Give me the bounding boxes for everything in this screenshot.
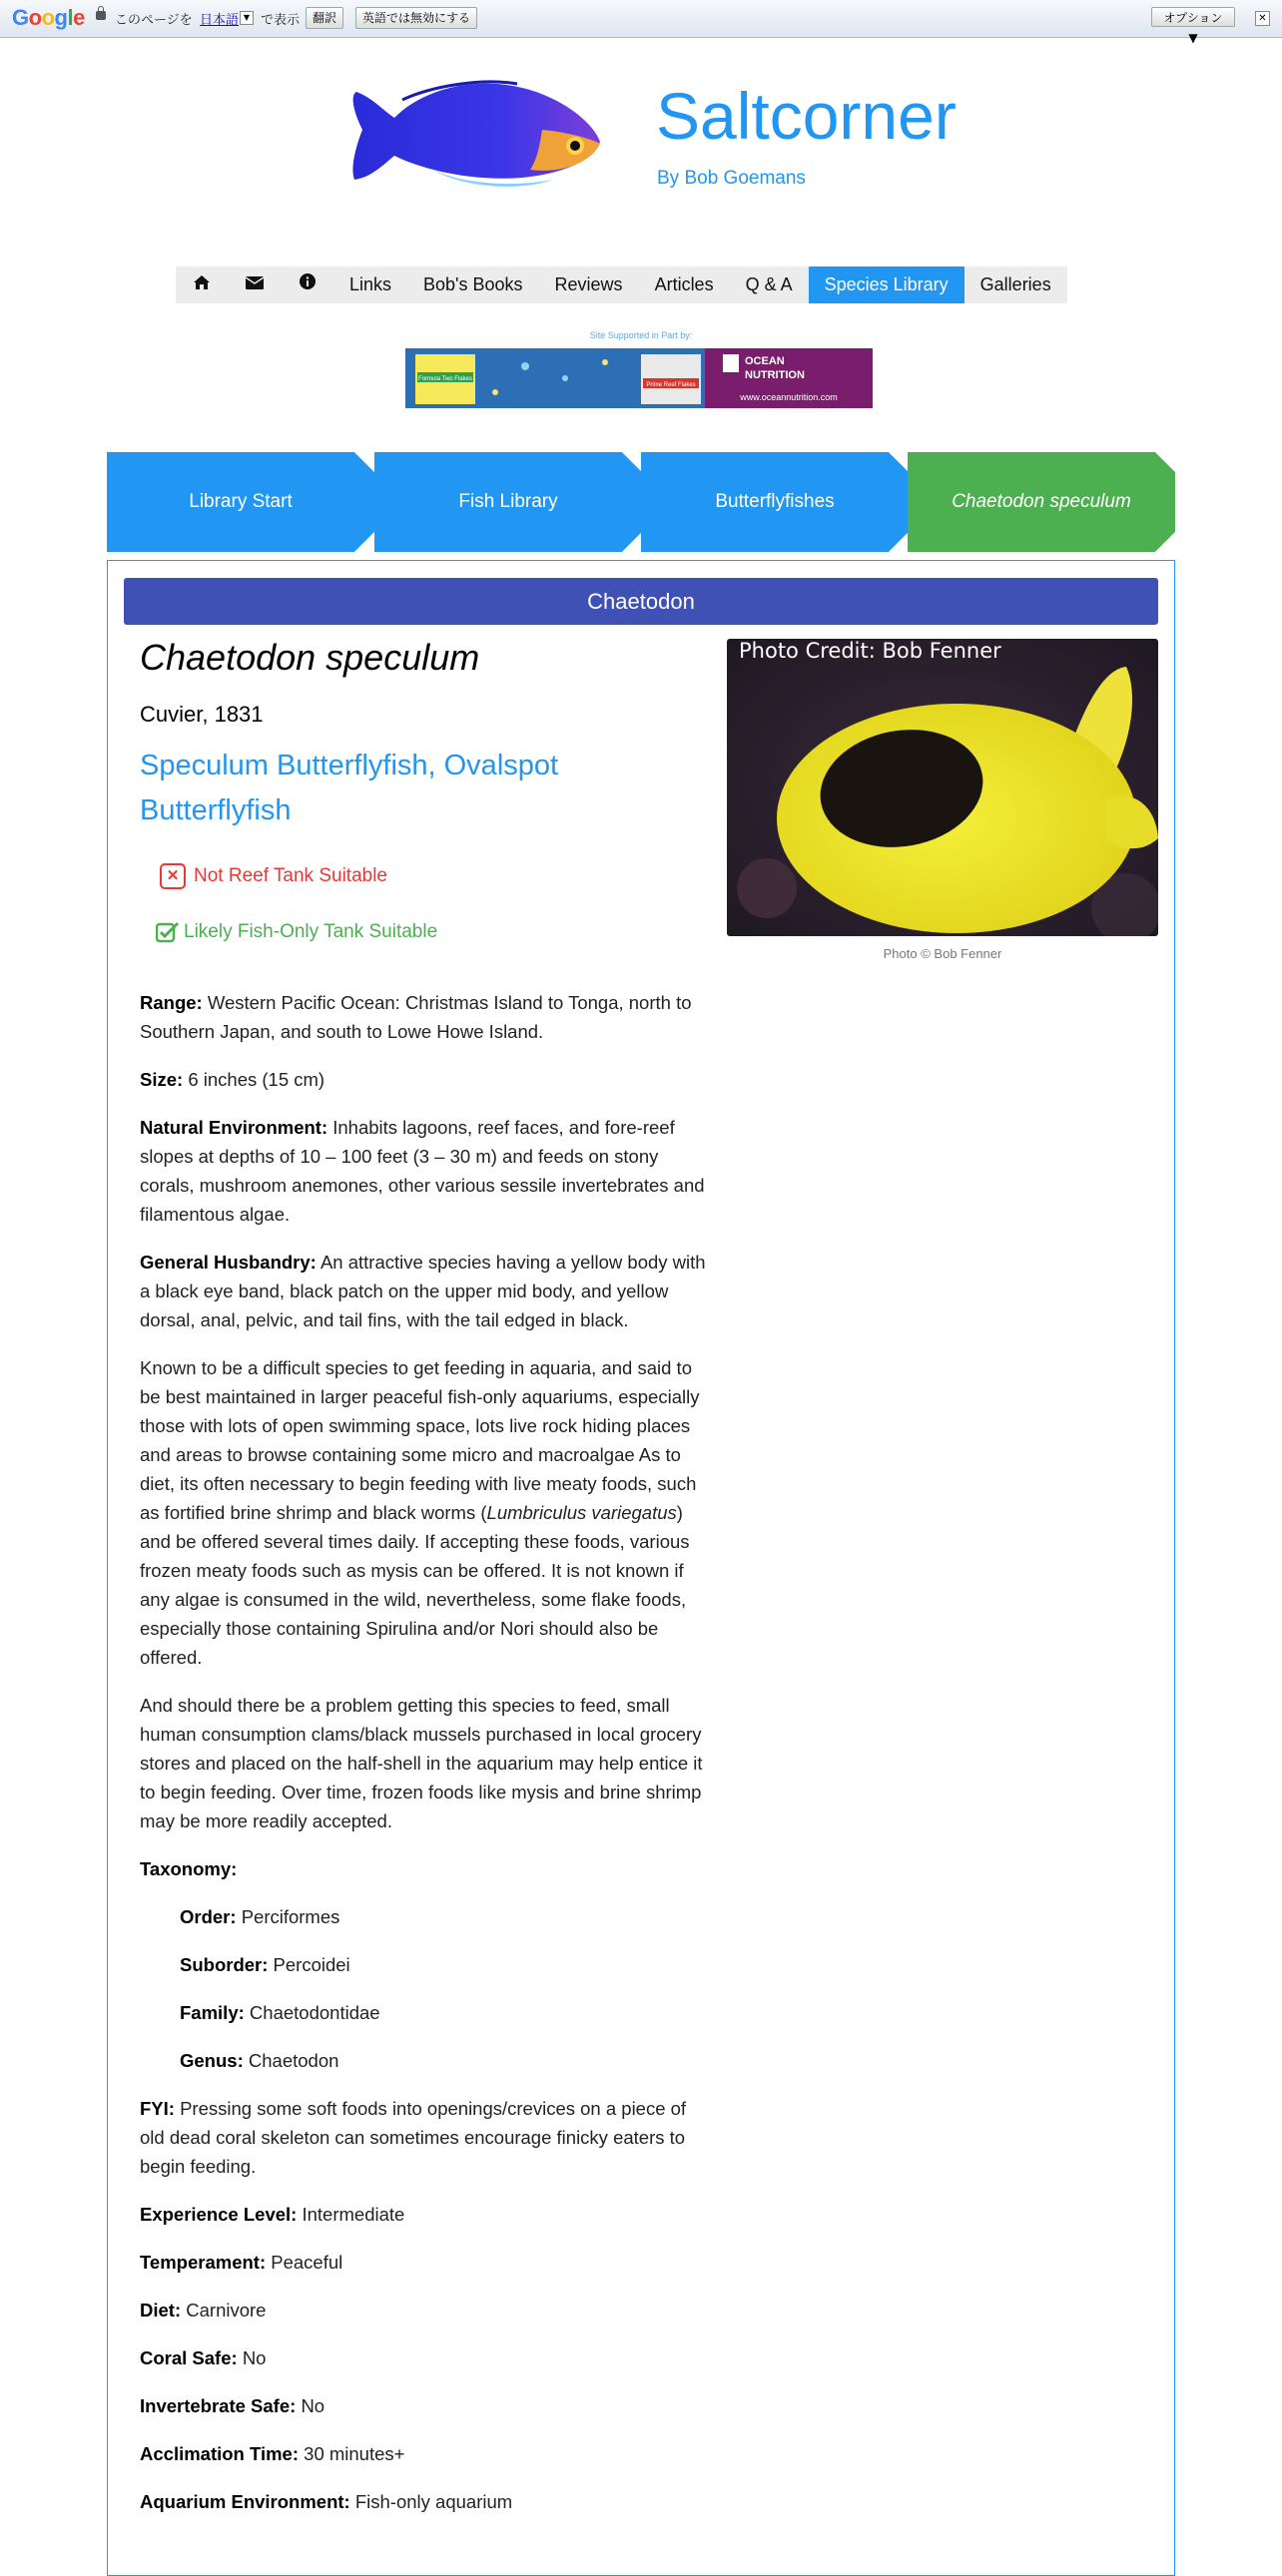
order-value: Perciformes <box>241 1906 340 1927</box>
family-value: Chaetodontidae <box>249 2002 380 2023</box>
coral-safe-row <box>140 2343 714 2372</box>
nav-links[interactable]: Links <box>349 274 392 294</box>
genus-label: Genus: <box>180 2050 244 2071</box>
google-logo: Google <box>12 5 85 30</box>
range-value: Western Pacific Ocean: Christmas Island to Tonga, north to Southern Japan, and south to Lowe Howe Island. <box>140 992 692 1042</box>
size-label: Size: <box>140 1069 184 1090</box>
site-title[interactable]: Saltcorner <box>656 79 957 153</box>
translate-button[interactable]: 翻訳 <box>306 7 343 29</box>
genus-row <box>180 2046 714 2075</box>
environment-value: Inhabits lagoons, reef faces, and fore-reef slopes at depths of 10 – 100 feet (3 – 30 m) and feeds on stony corals, mushroom anemones, other various sessile invertebrates and filamentous algae. <box>140 1117 705 1225</box>
breadcrumb-current-species[interactable] <box>908 452 1175 552</box>
genus-value: Chaetodon <box>248 2050 339 2071</box>
breadcrumb-label: Chaetodon speculum <box>952 491 1131 512</box>
never-translate-button[interactable]: 英語では無効にする <box>355 7 477 29</box>
close-icon[interactable]: ✕ <box>1255 11 1270 26</box>
nav-articles[interactable]: Articles <box>654 274 714 294</box>
svg-text:www.oceannutrition.com: www.oceannutrition.com <box>740 392 838 402</box>
svg-text:Prime Reef Flakes: Prime Reef Flakes <box>646 382 696 388</box>
coral-safe-label: Coral Safe: <box>140 2347 238 2368</box>
fyi-row <box>140 2094 714 2181</box>
diet-row <box>140 2296 714 2324</box>
husbandry-paragraph-3: And should there be a problem getting this species to feed, small human consumption clams/black mussels purchased in local grocery stores and placed on the half-shell in the aquarium may help entice it to begin feeding. Over time, frozen foods like mysis and brine shrimp may be more readily accepted. <box>140 1695 703 1831</box>
breadcrumb-label: Butterflyfishes <box>715 491 835 512</box>
nav-qa[interactable]: Q & A <box>745 274 793 294</box>
sponsor-label: Site Supported in Part by: <box>589 330 693 340</box>
husbandry-value: An attractive species having a yellow body with a black eye band, black patch on the upper mid body, and yellow dorsal, anal, pelvic, and tail fins, with the tail edged in black. <box>140 1252 706 1330</box>
range-label: Range: <box>140 992 203 1013</box>
reef-status <box>160 863 387 889</box>
translate-prompt-text: このページを <box>115 13 193 28</box>
taxonomy-label: Taxonomy: <box>140 1858 238 1879</box>
size-value: 6 inches (15 cm) <box>188 1069 325 1090</box>
photo-credit-overlay: Photo Credit: Bob Fenner <box>739 639 1001 663</box>
order-row <box>180 1902 714 1931</box>
size-row <box>140 1065 714 1094</box>
husbandry-paragraph-2: Known to be a difficult species to get feeding in aquaria, and said to be best maintained in larger peaceful fish-only aquariums, especially those with lots of open swimming space, lots live rock hiding places and areas to browse containing some micro and macroalgae As to diet, its often necessary to begin feeding with live meaty foods, such as fortified brine shrimp and black worms (Lumbriculus variegatus) and be offered several times daily. If accepting these foods, various frozen meaty foods such as mysis can be offered. It is not known if any algae is consumed in the wild, nevertheless, some flake foods, especially those containing Spirulina and/or Nori should also be offered. <box>140 1357 700 1668</box>
x-icon: ✕ <box>160 863 186 889</box>
breadcrumb-fish-library[interactable] <box>374 452 642 552</box>
temperament-label: Temperament: <box>140 2252 267 2273</box>
coral-safe-value: No <box>242 2347 267 2368</box>
translate-prompt-suffix: で表示 <box>261 13 301 28</box>
svg-text:Formula Two Flakes: Formula Two Flakes <box>418 376 472 382</box>
lock-icon <box>96 11 106 20</box>
aquarium-row <box>140 2487 714 2516</box>
photo-caption: Photo © Bob Fenner <box>883 946 1002 961</box>
temperament-value: Peaceful <box>271 2252 343 2273</box>
species-photo[interactable] <box>727 639 1158 936</box>
language-dropdown-icon[interactable]: ▼ <box>240 11 254 25</box>
scientific-name: Chaetodon speculum <box>140 637 480 678</box>
acclimation-label: Acclimation Time: <box>140 2443 300 2464</box>
scientific-name-worm: Lumbriculus variegatus <box>486 1502 677 1523</box>
nav-reviews[interactable]: Reviews <box>554 274 623 294</box>
reef-status-label: Not Reef Tank Suitable <box>194 865 387 887</box>
species-details <box>140 988 714 2535</box>
svg-text:NUTRITION: NUTRITION <box>745 369 805 381</box>
options-button[interactable]: オプション ▼ <box>1151 7 1235 27</box>
diet-value: Carnivore <box>186 2300 267 2320</box>
breadcrumb-label: Fish Library <box>458 491 558 512</box>
fish-only-status <box>156 921 437 943</box>
acclimation-row <box>140 2439 714 2468</box>
site-subtitle: By Bob Goemans <box>657 168 806 189</box>
fyi-label: FYI: <box>140 2098 175 2119</box>
translate-bar <box>0 0 1282 45</box>
taxonomy-row <box>140 1854 714 1883</box>
language-link[interactable]: 日本語 <box>200 13 240 28</box>
suborder-row <box>180 1950 714 1979</box>
experience-row <box>140 2200 714 2229</box>
common-names: Speculum Butterflyfish, Ovalspot Butterflyfish <box>140 750 559 826</box>
fyi-value: Pressing some soft foods into openings/crevices on a piece of old dead coral skeleton can sometimes encourage finicky eaters to begin feeding. <box>140 2098 687 2177</box>
breadcrumb-label: Library Start <box>189 491 293 512</box>
environment-label: Natural Environment: <box>140 1117 328 1138</box>
check-square-icon <box>156 921 180 943</box>
family-label: Family: <box>180 2002 245 2023</box>
suborder-value: Percoidei <box>273 1954 350 1975</box>
invert-safe-row <box>140 2391 714 2420</box>
suborder-label: Suborder: <box>180 1954 269 1975</box>
order-label: Order: <box>180 1906 237 1927</box>
experience-label: Experience Level: <box>140 2204 298 2225</box>
sponsor-banner[interactable] <box>405 348 873 408</box>
svg-text:OCEAN: OCEAN <box>745 355 785 367</box>
envelope-icon[interactable] <box>228 266 282 303</box>
invert-safe-label: Invertebrate Safe: <box>140 2395 297 2416</box>
environment-row <box>140 1113 714 1229</box>
breadcrumb-butterflyfishes[interactable] <box>641 452 909 552</box>
husbandry-label: General Husbandry: <box>140 1252 317 1273</box>
main-nav <box>176 266 1067 303</box>
nav-bobs-books[interactable]: Bob's Books <box>423 274 523 294</box>
genus-header: Chaetodon <box>124 578 1158 625</box>
home-icon[interactable] <box>176 266 228 303</box>
temperament-row <box>140 2248 714 2277</box>
breadcrumb-library-start[interactable] <box>107 452 374 552</box>
invert-safe-value: No <box>301 2395 325 2416</box>
aquarium-value: Fish-only aquarium <box>354 2491 513 2512</box>
site-logo-fish[interactable] <box>342 70 610 200</box>
husbandry-row <box>140 1248 714 1334</box>
species-author: Cuvier, 1831 <box>140 702 264 727</box>
nav-galleries[interactable]: Galleries <box>979 274 1051 294</box>
range-row <box>140 988 714 1046</box>
info-icon[interactable] <box>282 266 333 303</box>
nav-species-library[interactable]: Species Library <box>809 266 964 303</box>
family-row <box>180 1998 714 2027</box>
diet-label: Diet: <box>140 2300 182 2320</box>
experience-value: Intermediate <box>302 2204 405 2225</box>
aquarium-label: Aquarium Environment: <box>140 2491 350 2512</box>
acclimation-value: 30 minutes+ <box>304 2443 405 2464</box>
fish-only-label: Likely Fish-Only Tank Suitable <box>184 921 438 943</box>
